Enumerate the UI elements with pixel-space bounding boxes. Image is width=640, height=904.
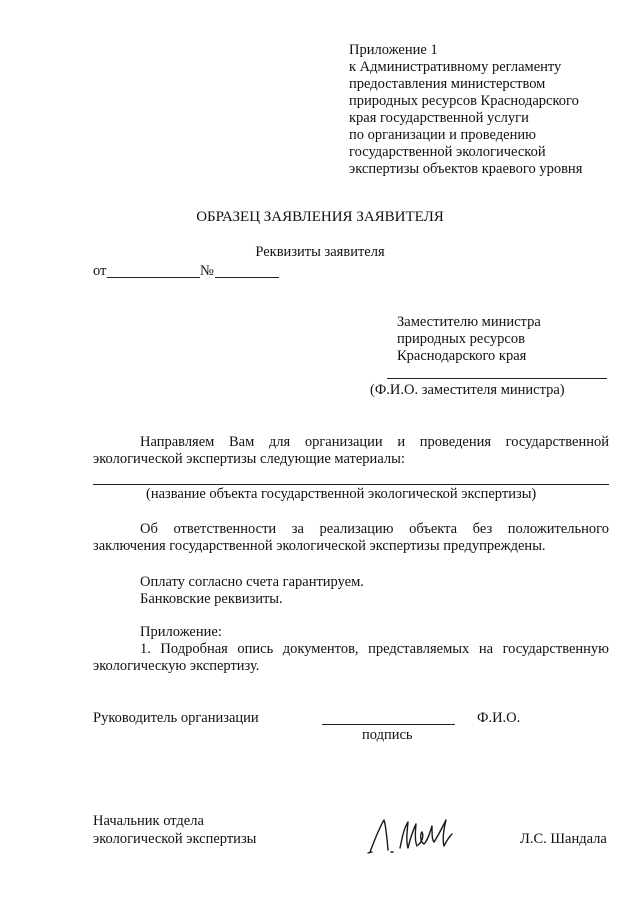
appendix-header-line: предоставления министерством	[349, 76, 546, 92]
appendix-header-line: к Административному регламенту	[349, 59, 562, 75]
appendix-item-line-1	[93, 641, 609, 658]
appendix-header-line: государственной экологической	[349, 144, 546, 160]
handwritten-signature	[360, 812, 460, 858]
number-field-line	[215, 277, 279, 278]
signature-line	[322, 724, 455, 725]
footer-position-line-1: Начальник отдела	[93, 813, 204, 829]
date-field-line	[107, 277, 200, 278]
appendix-header-line: по организации и проведению	[349, 127, 536, 143]
requisites-label: Реквизиты заявителя	[255, 244, 385, 260]
paragraph-2-line-1-text: Об ответственности за реализацию объекта без положительного	[140, 521, 609, 537]
paragraph-2-line-2: заключения государственной экологической экспертизы предупреждены.	[93, 538, 546, 554]
appendix-item-line-2: экологическую экспертизу.	[93, 658, 260, 674]
paragraph-2-line-1	[93, 521, 609, 538]
payment-text: Оплату согласно счета гарантируем.	[140, 574, 364, 590]
appendix-header-line: природных ресурсов Краснодарского	[349, 93, 579, 109]
date-from-label: от	[93, 263, 107, 279]
organization-head-label: Руководитель организации	[93, 710, 259, 726]
appendix-header-line: Приложение 1	[349, 42, 438, 58]
addressee-fio-line	[387, 378, 607, 379]
appendix-title: Приложение:	[140, 624, 222, 640]
object-name-line	[93, 484, 609, 485]
appendix-item-line-1-text: 1. Подробная опись документов, представляемых на государственную	[140, 641, 609, 657]
appendix-header-line: края государственной услуги	[349, 110, 529, 126]
fio-label: Ф.И.О.	[477, 710, 521, 726]
paragraph-1-line-2: экологической экспертизы следующие материалы:	[93, 451, 405, 467]
addressee-fio-caption: (Ф.И.О. заместителя министра)	[370, 382, 565, 398]
paragraph-1-line-1	[93, 434, 609, 451]
addressee-line: природных ресурсов	[397, 331, 525, 347]
addressee-line: Заместителю министра	[397, 314, 541, 330]
addressee-line: Краснодарского края	[397, 348, 527, 364]
paragraph-1-line-1-text: Направляем Вам для организации и проведения государственной	[140, 434, 609, 450]
signature-caption: подпись	[362, 727, 413, 743]
document-title: ОБРАЗЕЦ ЗАЯВЛЕНИЯ ЗАЯВИТЕЛЯ	[196, 209, 444, 225]
footer-signer-name: Л.С. Шандала	[520, 831, 607, 847]
appendix-header-line: экспертизы объектов краевого уровня	[349, 161, 583, 177]
footer-position-line-2: экологической экспертизы	[93, 831, 257, 847]
object-name-caption: (название объекта государственной экологической экспертизы)	[146, 486, 537, 502]
number-label: №	[200, 263, 214, 279]
bank-details-text: Банковские реквизиты.	[140, 591, 283, 607]
